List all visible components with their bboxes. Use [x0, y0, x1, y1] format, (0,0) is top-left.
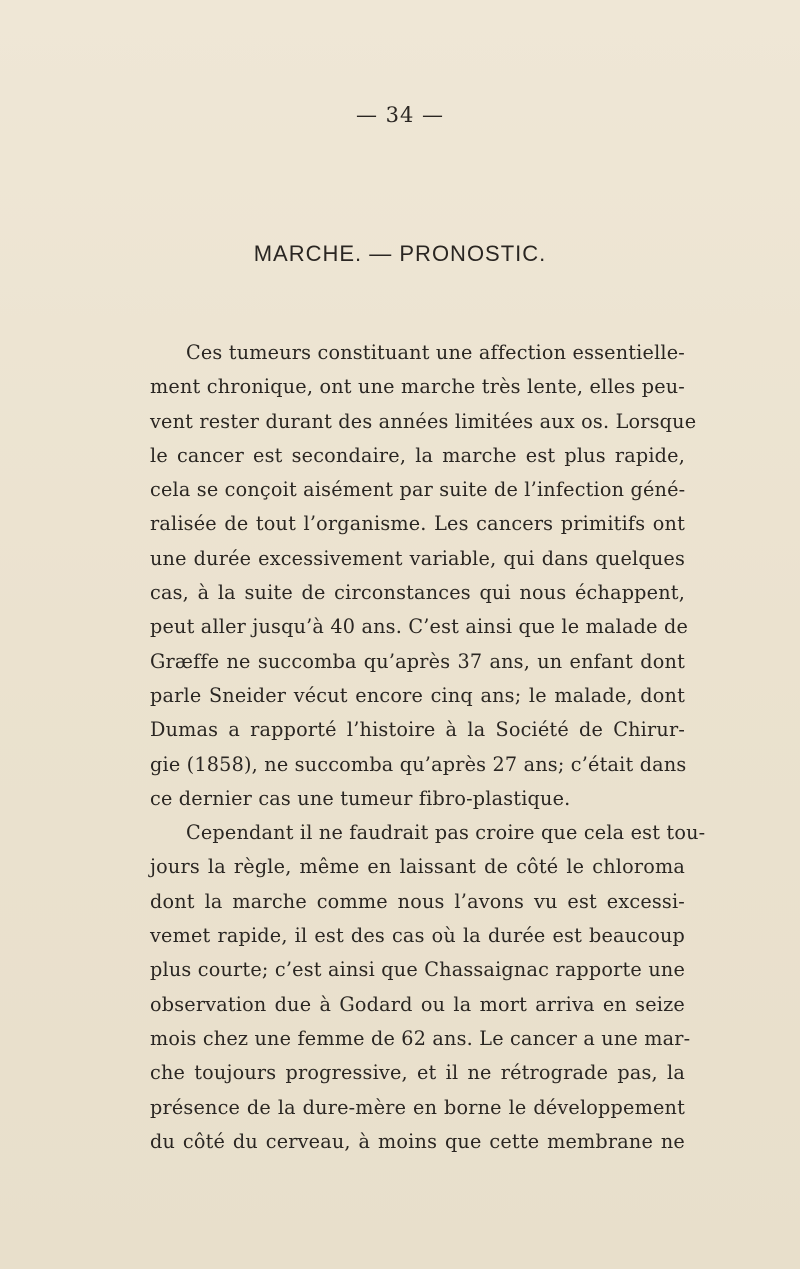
text-line: plus courte; c’est ainsi que Chassaignac rapporte une: [150, 958, 685, 982]
body-text: [150, 336, 706, 1159]
text-line: mois chez une femme de 62 ans. Le cancer a une mar-: [150, 1026, 691, 1050]
text-line: jours la règle, même en laissant de côté le chloroma: [150, 855, 685, 879]
text-line: Cependant il ne faudrait pas croire que cela est tou-: [186, 821, 706, 845]
text-line: présence de la dure-mère en borne le développement: [150, 1095, 685, 1119]
text-line: ralisée de tout l’organisme. Les cancers primitifs ont: [150, 512, 685, 536]
text-line: Ces tumeurs constituant une affection essentielle-: [186, 341, 685, 364]
text-line: le cancer est secondaire, la marche est plus rapide,: [150, 443, 685, 467]
text-line: dont la marche comme nous l’avons vu est excessi-: [150, 889, 685, 913]
text-line: gie (1858), ne succomba qu’après 27 ans; c’était dans: [150, 752, 687, 776]
text-line: parle Sneider vécut encore cinq ans; le malade, dont: [150, 683, 685, 707]
text-line: Græffe ne succomba qu’après 37 ans, un enfant dont: [150, 649, 685, 673]
section-heading: MARCHE. — PRONOSTIC.: [253, 241, 547, 266]
text-line: che toujours progressive, et il ne rétrograde pas, la: [150, 1061, 685, 1085]
text-line: Dumas a rapporté l’histoire à la Société de Chirur-: [150, 718, 685, 742]
text-line: ce dernier cas une tumeur fibro-plastique.: [150, 786, 571, 810]
text-line: peut aller jusqu’à 40 ans. C’est ainsi que le malade de: [150, 615, 689, 639]
text-line: ment chronique, ont une marche très lente, elles peu-: [150, 375, 685, 399]
page-number: — 34 —: [355, 103, 445, 127]
text-line: cela se conçoit aisément par suite de l’infection géné-: [150, 478, 686, 502]
text-line: observation due à Godard ou la mort arriva en seize: [150, 992, 685, 1016]
text-line: une durée excessivement variable, qui dans quelques: [150, 546, 685, 570]
text-line: vent rester durant des années limitées aux os. Lorsque: [150, 409, 697, 433]
text-line: du côté du cerveau, à moins que cette membrane ne: [150, 1129, 685, 1153]
text-line: cas, à la suite de circonstances qui nous échappent,: [150, 581, 685, 605]
text-line: vemet rapide, il est des cas où la durée est beaucoup: [150, 924, 685, 948]
